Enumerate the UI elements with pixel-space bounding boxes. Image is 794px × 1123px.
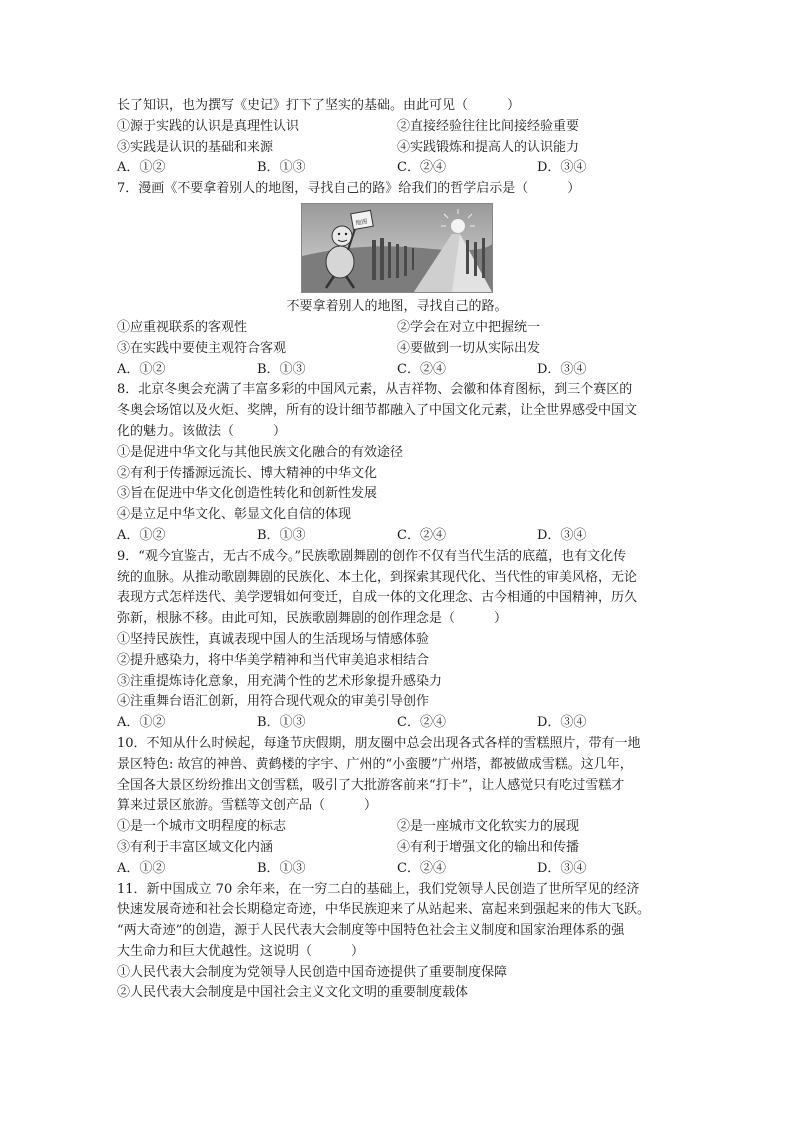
statement-2: ②直接经验往往比间接经验重要 [397,118,580,134]
question-11-stem-line: 快速发展奇迹和社会长期稳定奇迹，中华民族迎来了从站起来、富起来到强起来的伟大飞跃。 [117,902,651,918]
option-b: B．①③ [257,860,306,876]
question-10 [117,734,677,880]
question-6-statements-row-2 [117,138,677,159]
option-c: C．②④ [397,361,446,377]
question-8-stem-line: 8．北京冬奥会充满了丰富多彩的中国风元素，从吉祥物、会徽和体育图标，到三个赛区的 [117,382,633,398]
question-10-statements-row-2 [117,838,677,859]
question-10-stem-line: 10．不知从什么时候起，每逢节庆假期，朋友圈中总会出现各式各样的雪糕照片，带有一地 [117,735,641,751]
statement-4: ④实践锻炼和提高人的认识能力 [397,139,580,155]
question-10-options [117,859,677,880]
statement-1: ①是促进中华文化与其他民族文化融合的有效途径 [117,444,404,460]
statement-3: ③旨在促进中华文化创造性转化和创新性发展 [117,486,378,502]
option-d: D．③④ [537,860,587,876]
map-sign-text: 地图 [354,218,368,228]
cartoon-caption: 不要拿着别人的地图，寻找自己的路。 [286,298,508,314]
statement-1: ①源于实践的认识是真理性认识 [117,118,300,134]
statement-3: ③实践是认识的基础和来源 [117,139,274,155]
option-a: A．①② [117,860,166,876]
question-10-stem-line: 景区特色: 故宫的神兽、黄鹤楼的字宇、广州的“小蛮腰”广州塔，都被做成雪糕。这几年， [117,756,633,772]
statement-2: ②人民代表大会制度是中国社会主义文化文明的重要制度载体 [117,985,469,1001]
option-a: A．①② [117,715,166,731]
option-a: A．①② [117,527,166,543]
statement-1: ①坚持民族性，真诚表现中国人的生活现场与情感体验 [117,631,430,647]
statement-4: ④有利于增强文化的输出和传播 [397,839,580,855]
option-c: C．②④ [397,527,446,543]
question-6-options [117,158,677,179]
question-8-stem-line: 化的魅力。该做法（ ） [117,423,287,439]
statement-2: ②学会在对立中把握统一 [397,319,541,335]
question-11-stem-line: 大生命力和巨大优越性。这说明（ ） [117,943,365,959]
question-9-stem-line: 弥新，根脉不移。由此可知，民族歌剧舞剧的创作理念是（ ） [117,611,508,627]
question-9 [117,547,677,734]
question-6 [117,96,677,179]
option-b: B．①③ [257,160,306,176]
question-9-stem-line: 统的血脉。从推动歌剧舞剧的民族化、本土化，到探索其现代化、当代性的审美风格，无论 [117,569,638,585]
question-9-stem-line: 表现方式怎样迭代、美学逻辑如何变迁，自成一体的文化理念、古今相通的中国精神，历久 [117,590,638,606]
option-d: D．③④ [537,160,587,176]
statement-2: ②有利于传播源远流长、博大精神的中华文化 [117,465,378,481]
question-7-statements-row-1 [117,318,677,339]
option-a: A．①② [117,160,166,176]
option-c: C．②④ [397,860,446,876]
question-7-stem: 7．漫画《不要拿着别人的地图，寻找自己的路》给我们的哲学启示是（ ） [117,181,581,197]
question-8-options [117,526,677,547]
question-6-stem-tail: 长了知识，也为撰写《史记》打下了坚实的基础。由此可见（ ） [117,98,521,113]
question-9-stem-line: 9．“观今宜鉴古，无古不成今。”民族歌剧舞剧的创作不仅有当代生活的底蕴，也有文化传 [117,548,627,564]
statement-2: ②是一座城市文化软实力的展现 [397,819,580,835]
option-d: D．③④ [537,361,587,377]
question-8-stem-line: 冬奥会场馆以及火炬、奖牌，所有的设计细节都融入了中国文化元素，让全世界感受中国文 [117,403,638,419]
question-9-options [117,713,677,734]
option-a: A．①② [117,361,166,377]
question-7-statements-row-2 [117,339,677,360]
page-content [117,96,677,1004]
question-11 [117,880,677,1005]
cartoon-figure [117,200,677,296]
option-d: D．③④ [537,715,587,731]
question-11-stem-line: 11．新中国成立 70 余年来，在一穷二白的基础上，我们党领导人民创造了世所罕见的经济 [117,881,640,897]
question-10-stem-line: 算来过景区旅游。雪糕等文创产品（ ） [117,798,378,814]
question-10-statements-row-1 [117,817,677,838]
statement-2: ②提升感染力，将中华美学精神和当代审美追求相结合 [117,652,430,668]
question-7 [117,179,677,380]
question-7-options [117,360,677,381]
option-b: B．①③ [257,715,306,731]
option-b: B．①③ [257,361,306,377]
option-c: C．②④ [397,160,446,176]
option-b: B．①③ [257,527,306,543]
statement-4: ④要做到一切从实际出发 [397,340,541,356]
statement-3: ③在实践中要使主观符合客观 [117,340,287,356]
option-c: C．②④ [397,715,446,731]
statement-1: ①人民代表大会制度为党领导人民创造中国奇迹提供了重要制度保障 [117,964,508,980]
statement-1: ①是一个城市文明程度的标志 [117,819,287,835]
statement-4: ④是立足中华文化、彰显文化自信的体现 [117,507,352,523]
statement-3: ③有利于丰富区域文化内涵 [117,839,274,855]
question-8 [117,380,677,546]
question-6-statements-row-1 [117,117,677,138]
option-d: D．③④ [537,527,587,543]
statement-1: ①应重视联系的客观性 [117,319,248,335]
question-11-stem-line: “两大奇迹”的创造，源于人民代表大会制度等中国特色社会主义制度和国家治理体系的强 [117,923,625,939]
statement-3: ③注重提炼诗化意象，用充满个性的艺术形象提升感染力 [117,673,443,689]
statement-4: ④注重舞台语汇创新，用符合现代观众的审美引导创作 [117,694,430,710]
cartoon-image [301,203,493,293]
question-10-stem-line: 全国各大景区纷纷推出文创雪糕，吸引了大批游客前来“打卡”，让人感觉只有吃过雪糕才 [117,777,625,793]
